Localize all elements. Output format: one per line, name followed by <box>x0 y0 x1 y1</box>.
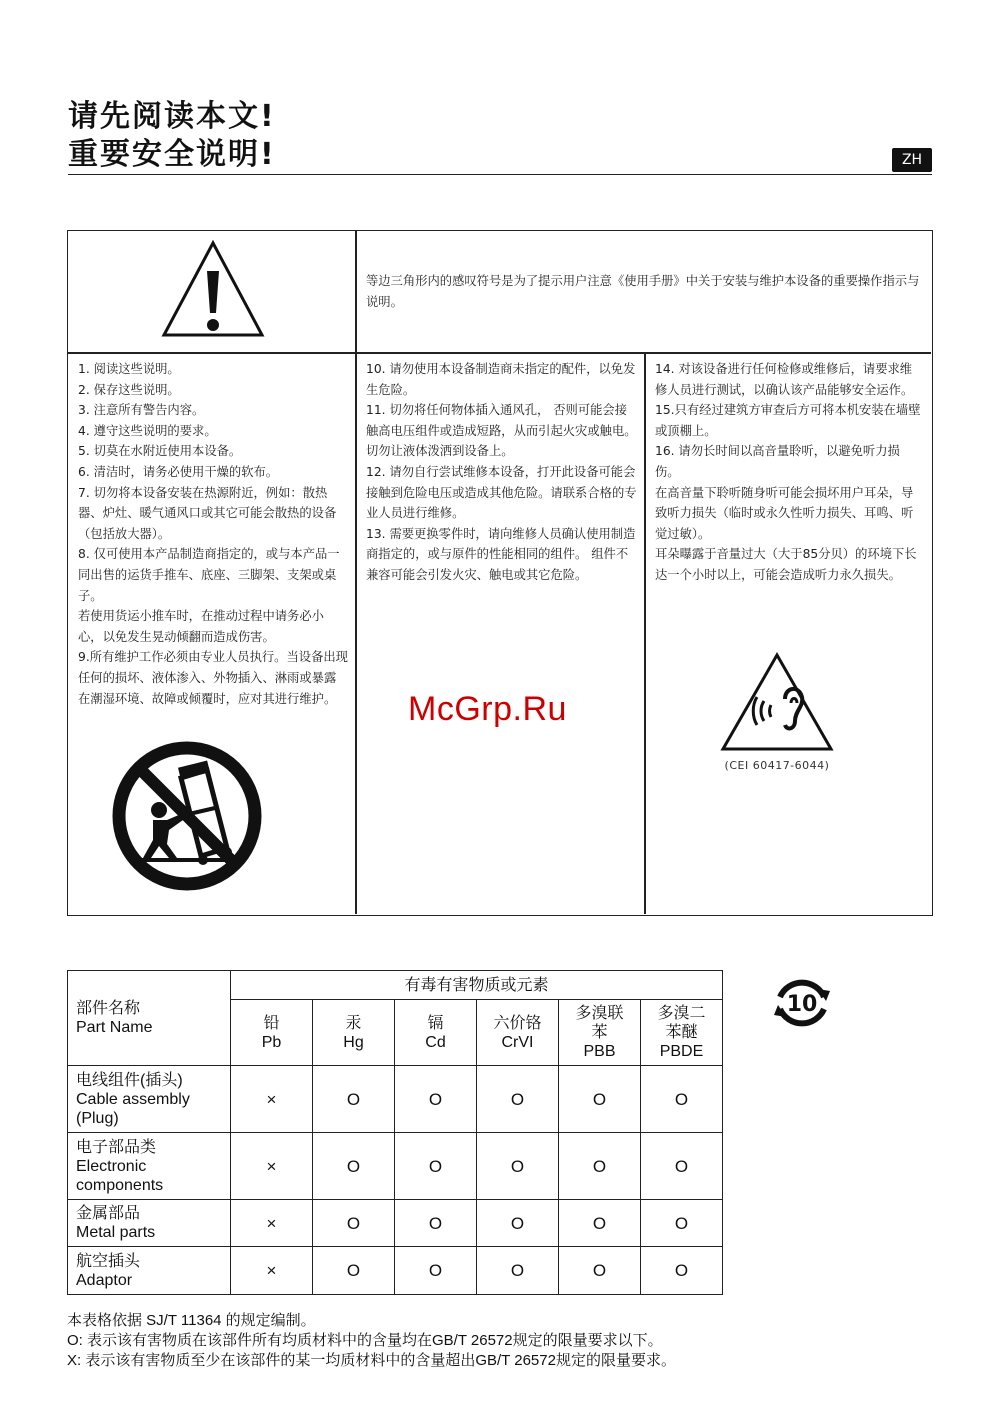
instructions-column-1 <box>78 359 348 709</box>
substance-mark: O <box>395 1133 477 1200</box>
substance-mark: × <box>231 1066 313 1133</box>
hearing-icon-caption: (CEI 60417-6044) <box>724 759 830 772</box>
part-name-cell: 电子部品类 Electronic components <box>68 1133 231 1200</box>
instruction-item: 10. 请勿使用本设备制造商未指定的配件，以免发生危险。 <box>366 362 636 397</box>
instruction-item: 5. 切莫在水附近使用本设备。 <box>78 444 242 459</box>
substance-mark: O <box>477 1200 559 1247</box>
substance-mark: O <box>559 1066 641 1133</box>
substance-header-hg: 汞 Hg <box>313 1000 395 1066</box>
instruction-item: 2. 保存这些说明。 <box>78 382 180 397</box>
note-line: 本表格依据 SJ/T 11364 的规定编制。 <box>67 1312 316 1329</box>
substance-mark: × <box>231 1200 313 1247</box>
eco-period-number: 10 <box>786 992 818 1017</box>
substance-header-pb: 铅 Pb <box>231 1000 313 1066</box>
substance-header-cd: 镉 Cd <box>395 1000 477 1066</box>
part-name-cell: 金属部品 Metal parts <box>68 1200 231 1247</box>
table-notes <box>67 1311 676 1371</box>
instruction-item: 6. 清洁时，请务必使用干燥的软布。 <box>78 464 279 479</box>
instruction-item: 8. 仅可使用本产品制造商指定的，或与本产品一同出售的运货手推车、底座、三脚架、支架或桌子。 <box>78 547 340 603</box>
substance-header-pbde: 多溴二苯醚 PBDE <box>641 1000 723 1066</box>
watermark: McGrp.Ru <box>408 690 567 728</box>
warning-triangle-icon <box>160 239 266 339</box>
substance-mark: O <box>313 1066 395 1133</box>
substance-mark: O <box>395 1200 477 1247</box>
substance-mark: O <box>313 1200 395 1247</box>
instructions-column-2 <box>366 359 638 586</box>
instruction-item: 7. 切勿将本设备安装在热源附近，例如：散热器、炉灶、暖气通风口或其它可能会散热的设备（包括放大器）。 <box>78 485 337 541</box>
substance-mark: O <box>641 1200 723 1247</box>
instruction-item: 12. 请勿自行尝试维修本设备，打开此设备可能会接触到危险电压或造成其他危险。请联系合格的专业人员进行维修。 <box>366 464 637 521</box>
instruction-item: 在高音量下聆听随身听可能会损坏用户耳朵，导致听力损失（临时或永久性听力损失、耳鸣、听觉过敏）。 <box>655 485 914 541</box>
substance-mark: O <box>559 1200 641 1247</box>
table-row <box>68 1247 723 1295</box>
instruction-item: 3. 注意所有警告内容。 <box>78 403 205 418</box>
page-title-line2: 重要安全说明! <box>68 137 276 172</box>
part-name-cell: 航空插头 Adaptor <box>68 1247 231 1295</box>
substance-mark: O <box>477 1066 559 1133</box>
substance-mark: O <box>395 1247 477 1295</box>
instruction-item: 14. 对该设备进行任何检修或维修后，请要求维修人员进行测试，以确认该产品能够安全运作。 <box>655 362 914 397</box>
substance-mark: O <box>313 1247 395 1295</box>
substance-mark: O <box>641 1066 723 1133</box>
substance-mark: × <box>231 1133 313 1200</box>
substance-header-pbb: 多溴联苯 PBB <box>559 1000 641 1066</box>
instruction-item: 13. 需要更换零件时，请向维修人员确认使用制造商指定的，或与原件的性能相同的组件。 组件不兼容可能会引发火灾、触电或其它危险。 <box>366 526 636 582</box>
instruction-item: 耳朵曝露于音量过大（大于85分贝）的环境下长达一个小时以上，可能会造成听力永久损失。 <box>655 547 917 582</box>
substance-mark: O <box>477 1133 559 1200</box>
substance-mark: × <box>231 1247 313 1295</box>
part-name-header: 部件名称 Part Name <box>68 971 231 1066</box>
substance-group-header: 有毒有害物质或元素 <box>231 971 723 1000</box>
table-row <box>68 1133 723 1200</box>
substance-mark: O <box>559 1133 641 1200</box>
instruction-item: 9.所有维护工作必须由专业人员执行。当设备出现任何的损坏、液体渗入、外物插入、淋雨或暴露在潮湿环境、故障或倾覆时，应对其进行维护。 <box>78 650 348 706</box>
instruction-item: 4. 遵守这些说明的要求。 <box>78 423 217 438</box>
instruction-item: 1. 阅读这些说明。 <box>78 362 180 376</box>
substance-mark: O <box>477 1247 559 1295</box>
instruction-item: 若使用货运小推车时，在推动过程中请务必小心，以免发生晃动倾翻而造成伤害。 <box>78 609 324 644</box>
instruction-item: 11. 切勿将任何物体插入通风孔， 否则可能会接触高电压组件或造成短路，从而引起火灾或触电。 切勿让液体泼洒到设备上。 <box>366 403 637 459</box>
table-row <box>68 1200 723 1247</box>
substance-mark: O <box>641 1133 723 1200</box>
substance-mark: O <box>559 1247 641 1295</box>
divider <box>355 231 357 914</box>
cart-tipover-warning-icon <box>111 740 263 892</box>
divider <box>644 353 646 914</box>
substance-mark: O <box>641 1247 723 1295</box>
page-title-line1: 请先阅读本文! <box>68 99 276 134</box>
note-line: O: 表示该有害物质在该部件所有均质材料中的含量均在GB/T 26572规定的限量要求以下。 <box>67 1332 663 1349</box>
instruction-item: 16. 请勿长时间以高音量聆听，以避免听力损伤。 <box>655 444 900 479</box>
eco-period-logo-icon <box>770 975 834 1031</box>
instruction-item: 15.只有经过建筑方审查后方可将本机安装在墙壁或顶棚上。 <box>655 403 921 438</box>
divider <box>68 352 931 354</box>
warning-description: 等边三角形内的感叹符号是为了提示用户注意《使用手册》中关于安装与维护本设备的重要操作指示与说明。 <box>366 274 920 309</box>
hearing-damage-warning-icon <box>719 651 835 753</box>
substance-mark: O <box>395 1066 477 1133</box>
language-badge: ZH <box>892 148 932 172</box>
title-block <box>68 98 932 175</box>
note-line: X: 表示该有害物质至少在该部件的某一均质材料中的含量超出GB/T 26572规定的限量要求。 <box>67 1352 676 1369</box>
table-row <box>68 1066 723 1133</box>
substance-header-crvi: 六价铬 CrVI <box>477 1000 559 1066</box>
instructions-column-3 <box>655 359 923 586</box>
substance-mark: O <box>313 1133 395 1200</box>
safety-instructions-box <box>67 230 933 916</box>
part-name-cell: 电线组件(插头) Cable assembly (Plug) <box>68 1066 231 1133</box>
hazardous-substances-table <box>67 970 723 1295</box>
